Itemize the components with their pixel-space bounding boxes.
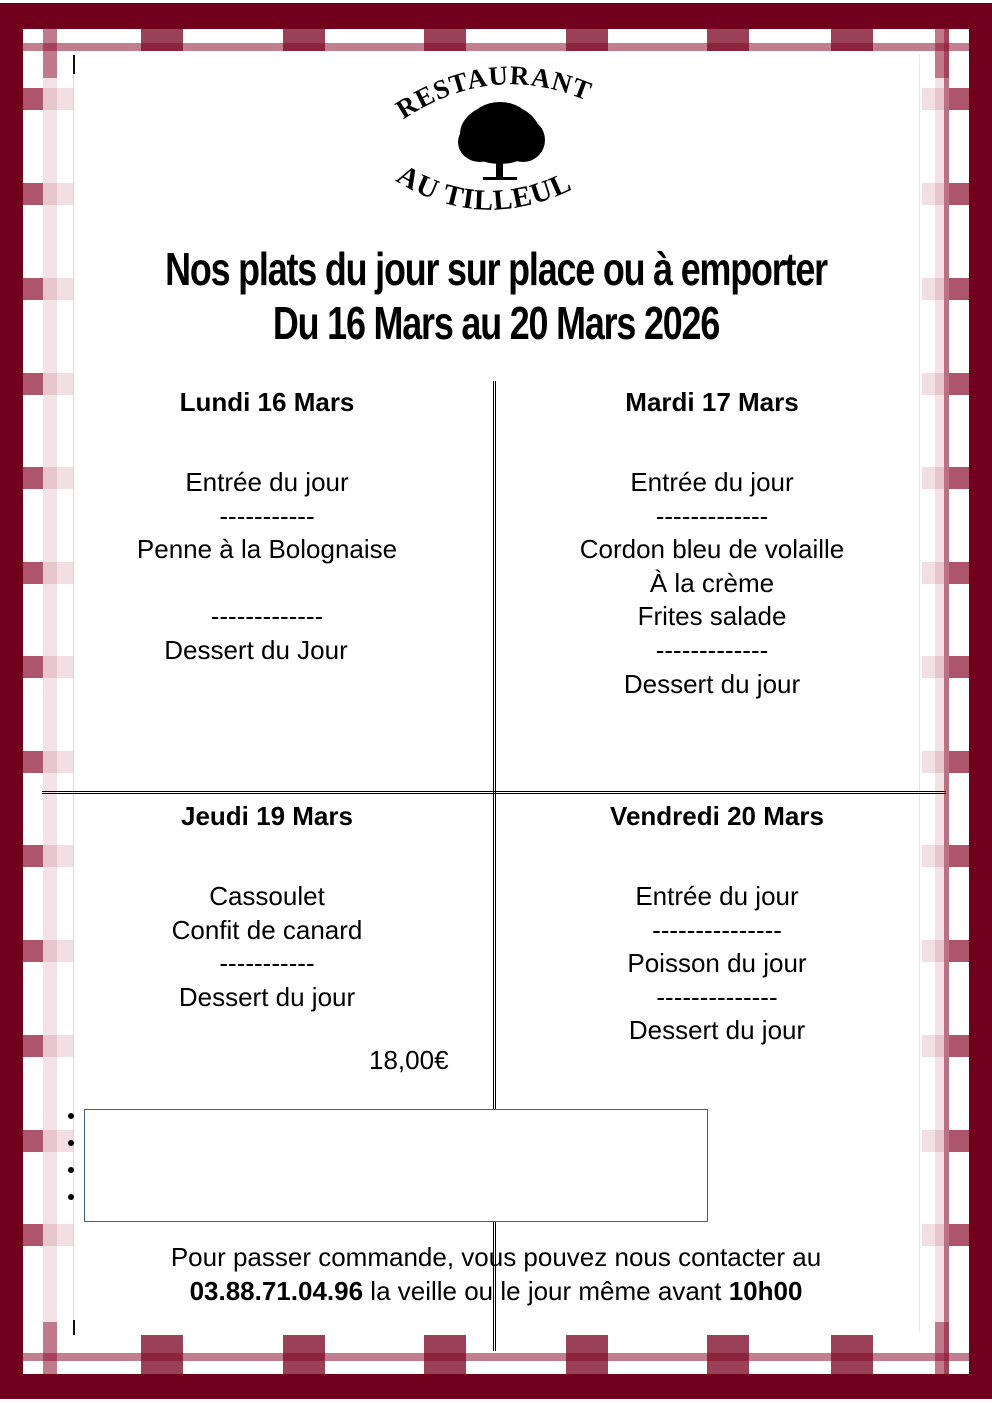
gingham-bar [949, 751, 969, 773]
gingham-square [424, 29, 466, 51]
gingham-bar [949, 278, 969, 300]
gingham-bar [949, 845, 969, 867]
gingham-square [566, 29, 608, 51]
gingham-stripe [43, 1322, 57, 1374]
gingham-square [141, 29, 183, 51]
gingham-bar [23, 1035, 43, 1057]
gingham-bar [949, 656, 969, 678]
menu-cell-lundi [42, 386, 492, 668]
menu-separator: ----------- [219, 500, 315, 531]
gingham-square [141, 1335, 183, 1374]
gingham-bar [23, 467, 43, 489]
gingham-bar [949, 373, 969, 395]
gingham-bar [23, 845, 43, 867]
menu-separator: ----------- [219, 948, 315, 979]
day-heading: Lundi 16 Mars [179, 387, 355, 417]
bullet-icon [68, 1140, 74, 1146]
date-range-title: Du 16 Mars au 20 Mars 2026 [272, 297, 720, 349]
bullet-icon [68, 1113, 74, 1119]
menu-separator: --------------- [652, 914, 782, 945]
gingham-bar [43, 1035, 74, 1057]
menu-cell-vendredi [497, 800, 937, 1048]
menu-line: Penne à la Bolognaise [136, 534, 398, 565]
day-heading: Mardi 17 Mars [625, 387, 799, 417]
gingham-bar [922, 751, 944, 773]
logo-top-text: RESTAURANT [390, 62, 597, 125]
order-deadline: 10h00 [728, 1276, 803, 1306]
menu-line: Confit de canard [171, 914, 363, 945]
gingham-bar [23, 88, 43, 110]
menu-cell-jeudi [42, 800, 492, 1014]
gingham-bar [949, 467, 969, 489]
gingham-square [566, 1335, 608, 1374]
crop-mark [73, 1320, 75, 1335]
gingham-bar [949, 940, 969, 962]
gingham-bar [949, 562, 969, 584]
menu-line: Poisson du jour [627, 948, 807, 979]
menu-line: Dessert du jour [623, 668, 801, 699]
menu-line: Entrée du jour [635, 881, 799, 911]
gingham-bar [23, 940, 43, 962]
gingham-square [831, 29, 873, 51]
menu-line: Dessert du Jour [164, 634, 348, 665]
gingham-square [283, 29, 325, 51]
grid-divider-horizontal [42, 791, 946, 794]
gingham-stripe [43, 29, 57, 78]
menu-line: Entrée du jour [185, 467, 349, 497]
gingham-bar [949, 1035, 969, 1057]
gingham-bar [23, 373, 43, 395]
order-info-text: la veille ou le jour même avant [363, 1276, 729, 1306]
gingham-bar [922, 183, 944, 205]
menu-line: Frites salade [637, 601, 787, 632]
gingham-stripe [944, 29, 949, 1374]
menu-line: À la crème [649, 567, 775, 598]
gingham-square [831, 1335, 873, 1374]
crop-mark [73, 55, 75, 74]
menu-blank-line [42, 567, 492, 601]
gingham-square [707, 1335, 749, 1374]
order-info [0, 1240, 992, 1308]
gingham-bar [922, 278, 944, 300]
menu-separator: ------------- [655, 634, 769, 665]
menu-line: Cordon bleu de volaille [579, 534, 845, 565]
menu-line: Entrée du jour [630, 467, 794, 497]
bullet-icon [68, 1194, 74, 1200]
gingham-bar [23, 751, 43, 773]
order-info-line1: Pour passer commande, vous pouvez nous contacter au [170, 1242, 822, 1272]
menu-price: 18,00€ [369, 1045, 449, 1075]
gingham-bar [23, 278, 43, 300]
restaurant-logo [385, 62, 615, 232]
gingham-stripe [43, 29, 57, 1374]
gingham-stripe [935, 29, 949, 78]
day-heading: Jeudi 19 Mars [181, 801, 353, 831]
empty-bullet-list [68, 1113, 74, 1221]
empty-text-box[interactable] [84, 1109, 708, 1222]
day-heading: Vendredi 20 Mars [610, 801, 824, 831]
gingham-bar [43, 278, 74, 300]
menu-line: Cassoulet [209, 881, 325, 911]
gingham-bar [23, 1130, 43, 1152]
gingham-bar [949, 183, 969, 205]
svg-text:AU TILLEUL [391, 159, 576, 217]
gingham-bar [43, 751, 74, 773]
gingham-square [707, 29, 749, 51]
phone-number: 03.88.71.04.96 [189, 1276, 364, 1306]
menu-separator: ------------- [210, 601, 324, 632]
gingham-square [424, 1335, 466, 1374]
menu-cell-mardi [497, 386, 927, 701]
gingham-stripe [935, 1322, 949, 1374]
order-info-line2 [0, 1274, 992, 1308]
logo-bottom-text: AU TILLEUL [391, 158, 577, 217]
bullet-icon [68, 1167, 74, 1173]
gingham-bar [949, 1130, 969, 1152]
gingham-bar [23, 183, 43, 205]
gingham-bar [43, 183, 74, 205]
gingham-bar [43, 88, 74, 110]
menu-separator: ------------- [655, 500, 769, 531]
menu-line: Dessert du jour [178, 981, 356, 1012]
gingham-bar [949, 88, 969, 110]
gingham-square [283, 1335, 325, 1374]
gingham-bar [922, 88, 944, 110]
menu-line: Dessert du jour [628, 1015, 806, 1046]
page-title: Nos plats du jour sur place ou à emporter [165, 243, 827, 295]
gingham-bar [922, 1130, 944, 1152]
menu-separator: -------------- [656, 981, 778, 1012]
tree-icon [458, 102, 545, 180]
gingham-bar [23, 562, 43, 584]
